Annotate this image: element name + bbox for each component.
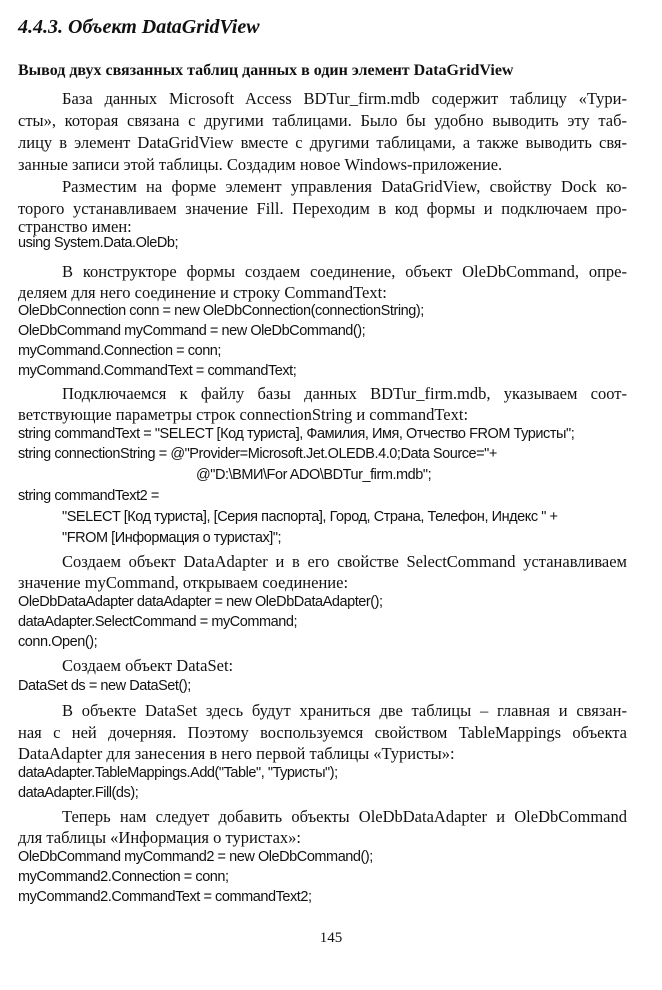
code-line: dataAdapter.SelectCommand = myCommand; [18,614,298,630]
code-line: dataAdapter.TableMappings.Add("Table", "Туристы"); [18,765,338,781]
code-line: DataSet ds = new DataSet(); [18,678,191,694]
text-line: для таблицы «Информация о туристах»: [18,828,301,847]
text-line: База данных Microsoft Access BDTur_firm.mdb содержит таблицу «Тури- [62,89,627,108]
code-line: myCommand2.Connection = conn; [18,869,229,885]
section-heading: 4.4.3. Объект DataGridView [18,16,260,38]
code-line: OleDbConnection conn = new OleDbConnection(connectionString); [18,303,424,319]
text-line: ветствующие параметры строк connectionString и commandText: [18,405,469,424]
code-line: "FROM [Информация о туристах]"; [62,530,282,546]
text-line: деляем для него соединение и строку CommandText: [18,283,387,302]
text-line: лицу в элемент DataGridView вместе с другими таблицами, а также выводить свя- [18,133,627,152]
text-line: странство имен: [18,217,132,236]
code-line: OleDbCommand myCommand2 = new OleDbCommand(); [18,849,373,865]
code-line: using System.Data.OleDb; [18,235,179,251]
code-line: @"D:\BMИ\For ADO\BDTur_firm.mdb"; [196,467,432,483]
text-line: Создаем объект DataAdapter и в его свойстве SelectCommand устанавливаем [62,552,627,571]
code-line: string connectionString = @"Provider=Microsoft.Jet.OLEDB.4.0;Data Source="+ [18,446,497,462]
code-line: OleDbDataAdapter dataAdapter = new OleDbDataAdapter(); [18,594,383,610]
code-line: myCommand.Connection = conn; [18,343,221,359]
text-line: Подключаемся к файлу базы данных BDTur_firm.mdb, указываем соот- [62,384,627,403]
text-line: В объекте DataSet здесь будут храниться две таблицы – главная и связан- [62,701,627,720]
page-number: 145 [319,930,343,946]
code-line: conn.Open(); [18,634,98,650]
code-line: OleDbCommand myCommand = new OleDbCommand(); [18,323,366,339]
code-line: dataAdapter.Fill(ds); [18,785,139,801]
code-line: "SELECT [Код туриста], [Серия паспорта], Город, Страна, Телефон, Индекс " + [62,509,558,525]
text-line: торого устанавливаем значение Fill. Переходим в код формы и подключаем про- [18,199,627,218]
subsection-heading: Вывод двух связанных таблиц данных в один элемент DataGridView [18,62,514,79]
text-line: сты», которая связана с другими таблицами. Было бы удобно выводить эту таб- [18,111,627,130]
text-line: Создаем объект DataSet: [62,656,234,675]
code-line: myCommand.CommandText = commandText; [18,363,297,379]
text-line: Разместим на форме элемент управления DataGridView, свойству Dock ко- [62,177,627,196]
code-line: myCommand2.CommandText = commandText2; [18,889,312,905]
text-line: DataAdapter для занесения в него первой таблицы «Туристы»: [18,744,455,763]
code-line: string commandText = "SELECT [Код туриста], Фамилия, Имя, Отчество FROM Туристы"; [18,426,575,442]
text-line: занные записи этой таблицы. Создадим новое Windows-приложение. [18,155,503,174]
text-line: В конструкторе формы создаем соединение, объект OleDbCommand, опре- [62,262,627,281]
text-line: ная с ней дочерняя. Поэтому воспользуемся свойством TableMappings объекта [18,723,627,742]
text-line: Теперь нам следует добавить объекты OleDbDataAdapter и OleDbCommand [62,807,627,826]
text-line: значение myCommand, открываем соединение: [18,573,349,592]
code-line: string commandText2 = [18,488,159,504]
